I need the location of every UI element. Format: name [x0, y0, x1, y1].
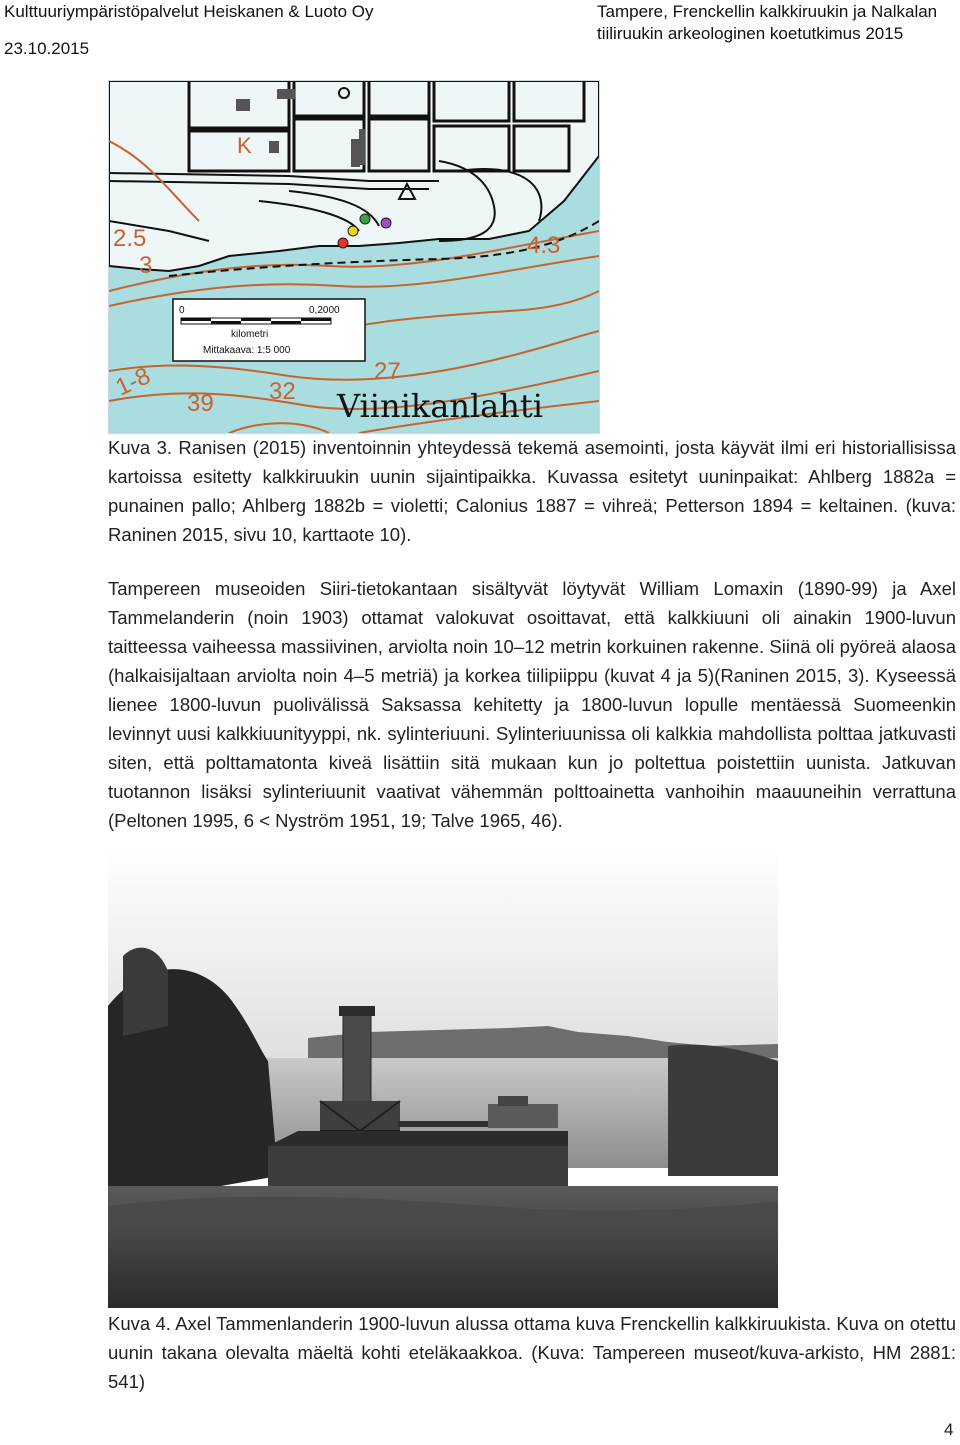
location-dot-petterson: [348, 226, 358, 236]
header-project: [597, 1, 957, 45]
photo-drawing: [108, 846, 778, 1308]
map-label-32: 32: [269, 378, 296, 405]
header-date: 23.10.2015: [4, 39, 90, 58]
caption-kuva-4: Kuva 4. Axel Tammenlanderin 1900-luvun alussa ottama kuva Frenckellin kalkkiruukista. Kuva on otettu uunin takana olevalta mäeltä kohti eteläkaakkoa. (Kuva: Tampereen museot/kuva-arkisto, HM 2881: 541): [108, 1313, 956, 1392]
map-figure: [108, 80, 600, 434]
map-label-4-3: 4.3: [527, 232, 561, 259]
location-dot-ahlberg-b: [381, 218, 391, 228]
map-label-k: K: [237, 133, 252, 158]
page-number: 4: [944, 1420, 954, 1439]
header-project-line2: tiiliruukin arkeologinen koetutkimus 2015: [597, 24, 904, 43]
scale-zero: 0: [179, 305, 185, 316]
map-label-27: 27: [374, 358, 401, 385]
map-drawing: [109, 81, 599, 433]
scale-ratio: Mittakaava: 1:5 000: [203, 345, 291, 356]
location-dot-ahlberg-a: [338, 238, 348, 248]
map-label-39: 39: [187, 390, 214, 417]
header-company: Kulttuuriympäristöpalvelut Heiskanen & Luoto Oy: [4, 2, 374, 21]
body-paragraph: Tampereen museoiden Siiri-tietokantaan sisältyvät löytyvät William Lomaxin (1890-99) ja Axel Tammelanderin (noin 1903) ottamat valokuvat osoittavat, että kalkkiuuni oli ainakin 1900-luvun taitteessa vaiheessa massiivinen, arviolta noin 10–12 metrin korkuinen rakenne. Siinä oli pyöreä alaosa (halkaisijaltaan arviolta noin 4–5 metriä) ja korkea tiilipiippu (kuvat 4 ja 5)(Raninen 2015, 3). Kyseessä lienee 1800-luvun puolivälissä Saksassa kehitetty ja 1800-luvun lopulle mentäessä Suomeenkin levinnyt uusi kalkkiuunityyppi, nk. sylinteriuuni. Sylinteriuunissa oli kalkkia mahdollista polttaa jatkuvasti siten, että polttamatonta kiveä lisättiin sitä mukaan kun jo poltettua poistettiin uunista. Jatkuvan tuotannon lisäksi sylinteriuunit vaativat vähemmän polttoainetta vanhoihin maauuneihin verrattuna (Peltonen 1995, 6 < Nyström 1951, 19; Talve 1965, 46).: [108, 578, 956, 831]
map-label-3: 3: [139, 252, 153, 279]
caption-kuva-3: Kuva 3. Ranisen (2015) inventoinnin yhteydessä tekemä asemointi, josta käyvät ilmi eri historiallisissa kartoissa esitetty kalkkiruukin uunin sijaintipaikka. Kuvassa esitetyt uuninpaikat: Ahlberg 1882a = punainen pallo; Ahlberg 1882b = violetti; Calonius 1887 = vihreä; Petterson 1894 = keltainen. (kuva: Raninen 2015, sivu 10, karttaote 10).: [108, 437, 956, 545]
photo-right-hill: [668, 1045, 778, 1176]
map-label-1-8: 1-8: [111, 362, 155, 402]
historical-photo: [108, 846, 778, 1308]
scale-end: 0,2000: [309, 305, 340, 316]
header-project-line1: Tampere, Frenckellin kalkkiruukin ja Nalkalan: [597, 2, 938, 21]
map-place-name: Viinikanlahti: [337, 387, 543, 425]
scale-box: [173, 299, 365, 361]
location-dot-calonius: [360, 214, 370, 224]
map-label-2-5: 2.5: [113, 225, 147, 252]
photo-boat: [488, 1104, 558, 1128]
scale-unit: kilometri: [231, 329, 269, 340]
